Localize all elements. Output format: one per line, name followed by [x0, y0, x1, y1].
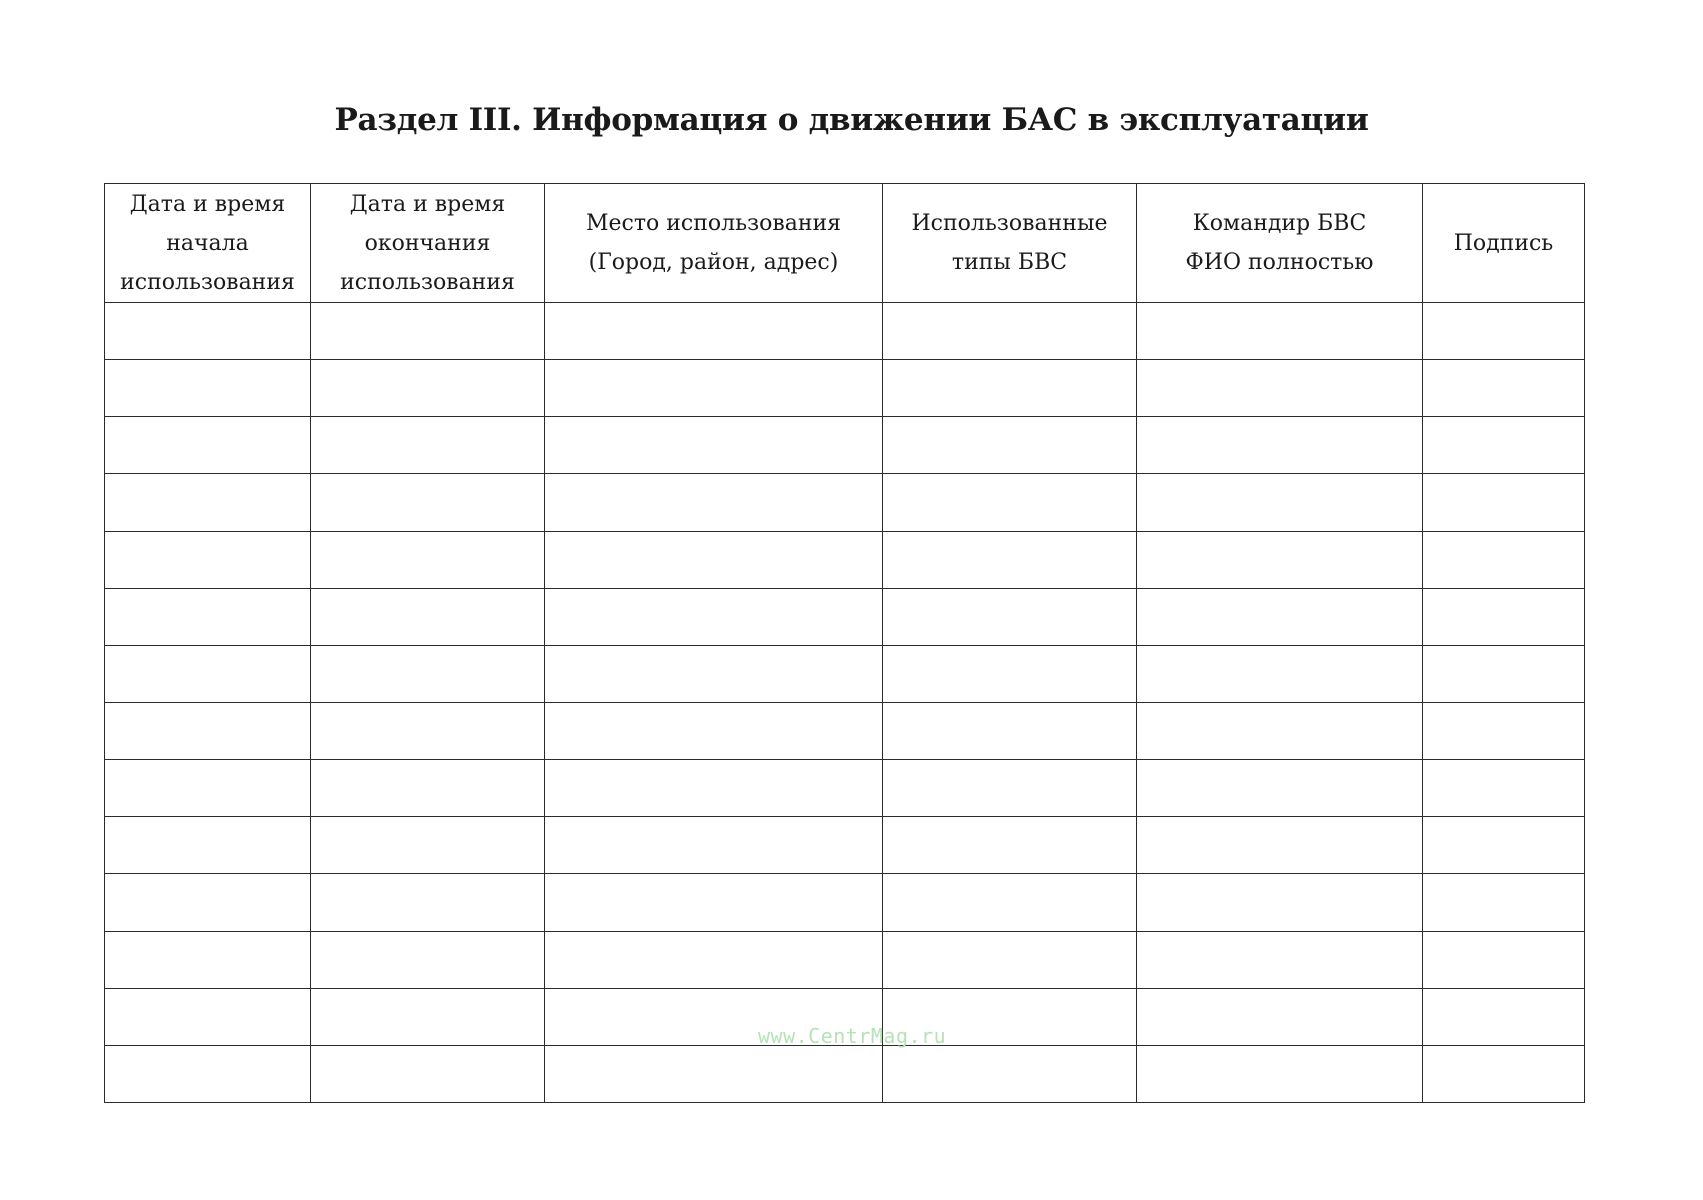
table-cell[interactable] — [1423, 531, 1585, 588]
table-cell[interactable] — [1423, 760, 1585, 817]
table-cell[interactable] — [1137, 1045, 1423, 1102]
table-cell[interactable] — [1423, 303, 1585, 360]
table-cell[interactable] — [1423, 588, 1585, 645]
header-end-datetime: Дата и время окончания использования — [311, 184, 545, 303]
table-cell[interactable] — [1137, 474, 1423, 531]
table-cell[interactable] — [1137, 874, 1423, 931]
table-cell[interactable] — [883, 531, 1137, 588]
table-cell[interactable] — [311, 303, 545, 360]
table-cell[interactable] — [1137, 817, 1423, 874]
table-cell[interactable] — [311, 760, 545, 817]
table-cell[interactable] — [105, 874, 311, 931]
table-cell[interactable] — [545, 474, 883, 531]
table-cell[interactable] — [883, 588, 1137, 645]
table-cell[interactable] — [1137, 931, 1423, 988]
table-cell[interactable] — [883, 360, 1137, 417]
table-cell[interactable] — [545, 645, 883, 702]
table-row — [105, 1045, 1585, 1102]
table-cell[interactable] — [105, 417, 311, 474]
table-cell[interactable] — [105, 817, 311, 874]
table-row — [105, 531, 1585, 588]
table-cell[interactable] — [105, 702, 311, 759]
table-cell[interactable] — [883, 417, 1137, 474]
page-title: Раздел III. Информация о движении БАС в эксплуатации — [334, 102, 1369, 138]
table-row — [105, 702, 1585, 759]
table-cell[interactable] — [545, 874, 883, 931]
header-uav-types: Использованные типы БВС — [883, 184, 1137, 303]
table-cell[interactable] — [311, 817, 545, 874]
table-cell[interactable] — [105, 474, 311, 531]
table-cell[interactable] — [105, 360, 311, 417]
bas-operation-log-table — [104, 183, 1585, 1103]
table-cell[interactable] — [1423, 931, 1585, 988]
table-cell[interactable] — [1137, 417, 1423, 474]
table-cell[interactable] — [105, 588, 311, 645]
table-cell[interactable] — [545, 1045, 883, 1102]
table-cell[interactable] — [1423, 474, 1585, 531]
table-cell[interactable] — [1423, 645, 1585, 702]
table-cell[interactable] — [883, 931, 1137, 988]
table-row — [105, 588, 1585, 645]
table-cell[interactable] — [883, 1045, 1137, 1102]
table-cell[interactable] — [311, 874, 545, 931]
table-cell[interactable] — [545, 702, 883, 759]
table-cell[interactable] — [1137, 645, 1423, 702]
table-cell[interactable] — [1423, 817, 1585, 874]
table-cell[interactable] — [311, 474, 545, 531]
table-cell[interactable] — [883, 817, 1137, 874]
table-cell[interactable] — [545, 588, 883, 645]
table-cell[interactable] — [883, 702, 1137, 759]
table-cell[interactable] — [105, 1045, 311, 1102]
header-row — [105, 184, 1585, 303]
table-cell[interactable] — [1423, 1045, 1585, 1102]
header-uav-commander: Командир БВС ФИО полностью — [1137, 184, 1423, 303]
table-cell[interactable] — [311, 588, 545, 645]
table-cell[interactable] — [311, 417, 545, 474]
table-row — [105, 474, 1585, 531]
table-row — [105, 931, 1585, 988]
table-cell[interactable] — [311, 702, 545, 759]
table-cell[interactable] — [545, 817, 883, 874]
table-cell[interactable] — [105, 988, 311, 1045]
table-cell[interactable] — [311, 360, 545, 417]
table-cell[interactable] — [105, 303, 311, 360]
table-row — [105, 417, 1585, 474]
table-cell[interactable] — [545, 360, 883, 417]
table-cell[interactable] — [311, 988, 545, 1045]
table-cell[interactable] — [1137, 760, 1423, 817]
table-cell[interactable] — [883, 645, 1137, 702]
table-cell[interactable] — [545, 417, 883, 474]
header-signature: Подпись — [1423, 184, 1585, 303]
table-cell[interactable] — [883, 474, 1137, 531]
table-cell[interactable] — [545, 531, 883, 588]
table-cell[interactable] — [545, 760, 883, 817]
table-cell[interactable] — [1423, 988, 1585, 1045]
table-cell[interactable] — [105, 531, 311, 588]
table-cell[interactable] — [1423, 702, 1585, 759]
table-cell[interactable] — [883, 874, 1137, 931]
watermark: www.CentrMag.ru — [758, 1024, 947, 1048]
header-location: Место использования (Город, район, адрес) — [545, 184, 883, 303]
table-body — [105, 303, 1585, 1103]
table-row — [105, 303, 1585, 360]
table-cell[interactable] — [1137, 988, 1423, 1045]
header-start-datetime: Дата и время начала использования — [105, 184, 311, 303]
table-row — [105, 645, 1585, 702]
table-cell[interactable] — [1137, 303, 1423, 360]
table-cell[interactable] — [1137, 360, 1423, 417]
table-cell[interactable] — [311, 645, 545, 702]
table-cell[interactable] — [1423, 874, 1585, 931]
table-cell[interactable] — [545, 303, 883, 360]
table-cell[interactable] — [883, 760, 1137, 817]
table-cell[interactable] — [1423, 417, 1585, 474]
table-cell[interactable] — [105, 760, 311, 817]
table-row — [105, 360, 1585, 417]
table-cell[interactable] — [105, 645, 311, 702]
table-cell[interactable] — [311, 531, 545, 588]
table-cell[interactable] — [1137, 531, 1423, 588]
table-cell[interactable] — [1137, 588, 1423, 645]
table-cell[interactable] — [311, 931, 545, 988]
table-row — [105, 874, 1585, 931]
table-row — [105, 760, 1585, 817]
table-cell[interactable] — [1137, 702, 1423, 759]
table-cell[interactable] — [105, 931, 311, 988]
table-row — [105, 817, 1585, 874]
table-cell[interactable] — [1423, 360, 1585, 417]
table-cell[interactable] — [883, 303, 1137, 360]
table-cell[interactable] — [311, 1045, 545, 1102]
table-cell[interactable] — [545, 931, 883, 988]
